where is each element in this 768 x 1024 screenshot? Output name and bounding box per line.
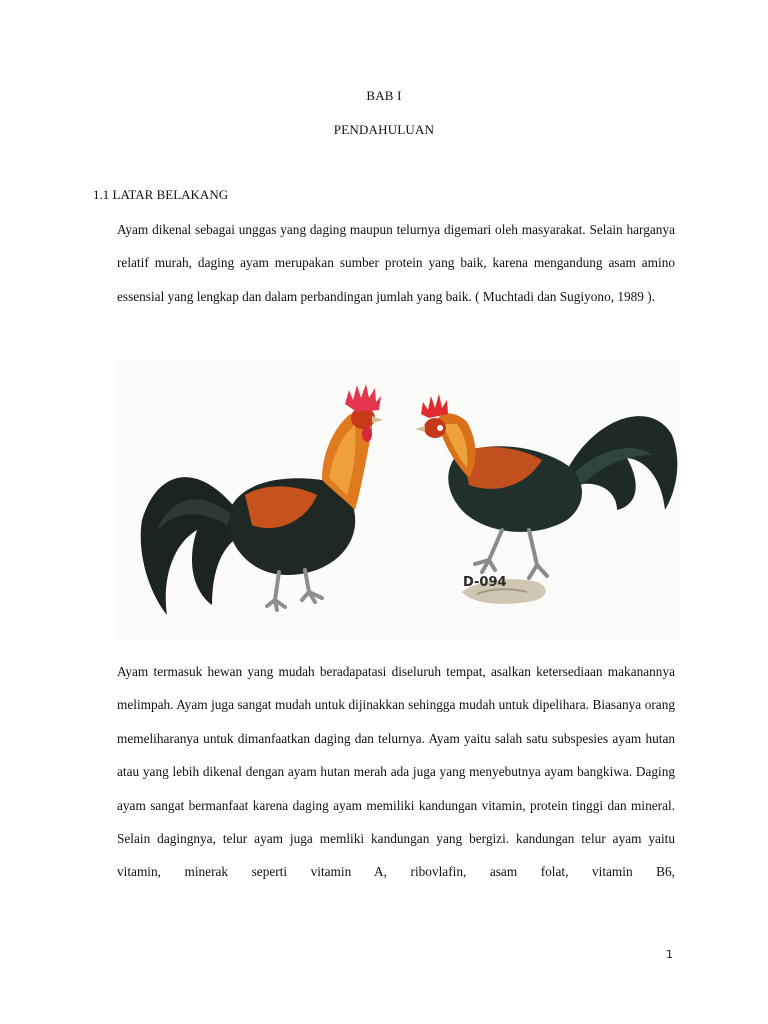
rooster-figure: [117, 360, 680, 640]
rooster-facing-right-icon: [141, 384, 383, 615]
section-heading: 1.1 LATAR BELAKANG: [93, 187, 229, 202]
rooster-facing-left-icon: [415, 394, 677, 604]
chapter-title: PENDAHULUAN: [333, 122, 435, 137]
paragraph-2: Ayam termasuk hewan yang mudah beradapatasi diseluruh tempat, asalkan ketersediaan makanannya melimpah. Ayam juga sangat mudah untuk dijinakkan sehingga mudah untuk dipelihara. Biasanya orang memeliharanya untuk dimanfaatkan daging dan telurnya. Ayam yaitu salah satu subspesies ayam hutan atau yang lebih dikenal dengan ayam hutan merah ada juga yang menyebutnya ayam bangkiwa. Daging ayam sangat bermanfaat karena daging ayam memiliki kandungan vitamin, protein tinggi dan mineral. Selain dagingnya, telur ayam juga memliki kandungan yang bergizi. kandungan telur ayam yaitu vitamin, minerak seperti vitamin A, ribovlafin, asam folat, vitamin B6,: [117, 664, 675, 880]
page-number: 1: [666, 948, 673, 961]
chapter-number: BAB I: [366, 88, 402, 103]
figure-watermark: D-094: [463, 575, 507, 590]
paragraph-1: Ayam dikenal sebagai unggas yang daging maupun telurnya digemari oleh masyarakat. Selain harganya relatif murah, daging ayam merupakan sumber protein yang baik, karena mengandung asam amino essensial yang lengkap dan dalam perbandingan jumlah yang baik. ( Muchtadi dan Sugiyono, 1989 ).: [117, 222, 675, 304]
